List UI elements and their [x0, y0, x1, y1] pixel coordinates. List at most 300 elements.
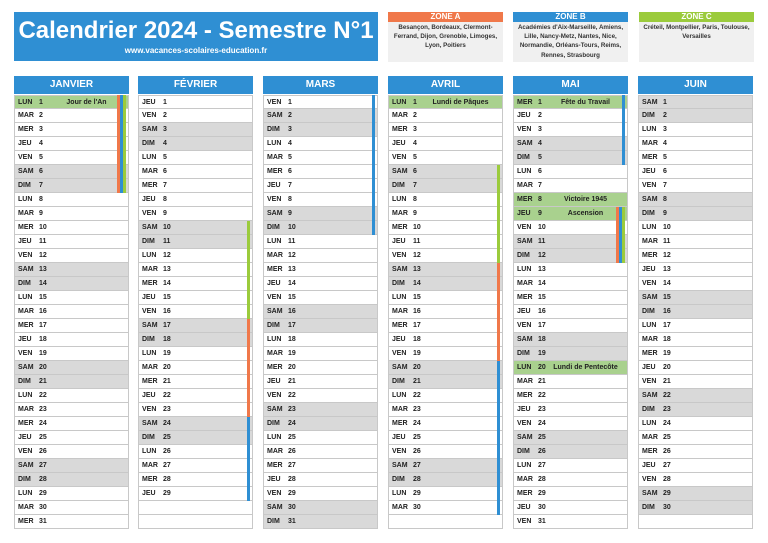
day-row: [138, 403, 253, 417]
weekday-label: MAR: [142, 266, 158, 273]
month-column: [638, 76, 753, 529]
weekday-label: SAM: [18, 364, 34, 371]
weekday-label: SAM: [267, 406, 283, 413]
empty-day-row: [138, 515, 253, 529]
day-list: [138, 95, 253, 529]
day-row: [263, 347, 378, 361]
day-number: 17: [163, 322, 171, 329]
day-row: [513, 431, 628, 445]
day-number: 29: [39, 490, 47, 497]
day-number: 27: [39, 462, 47, 469]
day-number: 28: [663, 476, 671, 483]
weekday-label: MAR: [267, 350, 283, 357]
day-number: 7: [288, 182, 292, 189]
weekday-label: LUN: [18, 294, 33, 301]
weekday-label: LUN: [392, 196, 407, 203]
day-number: 10: [538, 224, 546, 231]
day-row: [388, 165, 503, 179]
weekday-label: MAR: [18, 504, 34, 511]
weekday-label: DIM: [18, 476, 31, 483]
weekday-label: SAM: [142, 420, 158, 427]
day-row: [138, 459, 253, 473]
day-number: 22: [663, 392, 671, 399]
day-number: 8: [538, 196, 542, 203]
day-row: [138, 473, 253, 487]
day-row: [138, 249, 253, 263]
weekday-label: DIM: [267, 224, 280, 231]
day-row: [14, 277, 129, 291]
weekday-label: JEU: [267, 280, 281, 287]
weekday-label: LUN: [267, 336, 282, 343]
day-row: [14, 487, 129, 501]
day-row: [513, 473, 628, 487]
weekday-label: DIM: [142, 140, 155, 147]
weekday-label: VEN: [142, 406, 157, 413]
school-holiday-bar-zone-b: [622, 95, 625, 165]
day-row: [513, 305, 628, 319]
day-row: [388, 319, 503, 333]
weekday-label: LUN: [392, 392, 407, 399]
weekday-label: DIM: [18, 378, 31, 385]
day-row: [513, 459, 628, 473]
weekday-label: VEN: [267, 294, 282, 301]
day-number: 18: [538, 336, 546, 343]
day-row: [388, 179, 503, 193]
day-row: [388, 193, 503, 207]
day-row: [14, 417, 129, 431]
day-row: [138, 263, 253, 277]
day-row: [14, 193, 129, 207]
day-number: 4: [413, 140, 417, 147]
weekday-label: VEN: [142, 112, 157, 119]
day-row: [263, 515, 378, 529]
day-row: [138, 151, 253, 165]
day-row: [138, 291, 253, 305]
day-row: [138, 95, 253, 109]
day-row: [138, 235, 253, 249]
month-column: [14, 76, 129, 529]
weekday-label: JEU: [517, 308, 531, 315]
empty-day-row: [388, 515, 503, 529]
day-row: [638, 95, 753, 109]
day-row: [14, 235, 129, 249]
day-number: 3: [538, 126, 542, 133]
day-number: 10: [288, 224, 296, 231]
day-number: 13: [163, 266, 171, 273]
day-number: 29: [288, 490, 296, 497]
weekday-label: DIM: [642, 210, 655, 217]
weekday-label: DIM: [392, 182, 405, 189]
day-row: [263, 263, 378, 277]
day-row: [14, 501, 129, 515]
day-row: [14, 179, 129, 193]
day-row: [14, 263, 129, 277]
weekday-label: LUN: [18, 196, 33, 203]
day-row: [638, 207, 753, 221]
day-number: 24: [413, 420, 421, 427]
day-number: 26: [413, 448, 421, 455]
weekday-label: LUN: [142, 252, 157, 259]
day-number: 16: [413, 308, 421, 315]
weekday-label: VEN: [18, 154, 33, 161]
day-row: [388, 473, 503, 487]
day-number: 20: [663, 364, 671, 371]
day-row: [513, 375, 628, 389]
site-url: www.vacances-scolaires-education.fr: [124, 46, 268, 55]
weekday-label: MER: [267, 364, 283, 371]
day-row: [138, 445, 253, 459]
day-row: [388, 389, 503, 403]
zone-c-legend: [639, 12, 754, 62]
day-number: 13: [288, 266, 296, 273]
weekday-label: JEU: [142, 99, 156, 106]
day-row: [513, 221, 628, 235]
weekday-label: JEU: [18, 140, 32, 147]
weekday-label: DIM: [18, 280, 31, 287]
weekday-label: MAR: [392, 210, 408, 217]
weekday-label: JEU: [18, 434, 32, 441]
day-number: 9: [288, 210, 292, 217]
weekday-label: LUN: [642, 126, 657, 133]
weekday-label: MAR: [392, 112, 408, 119]
day-row: [263, 375, 378, 389]
weekday-label: SAM: [142, 126, 158, 133]
weekday-label: MER: [642, 350, 658, 357]
weekday-label: VEN: [267, 196, 282, 203]
day-number: 23: [413, 406, 421, 413]
weekday-label: JEU: [392, 140, 406, 147]
day-number: 3: [413, 126, 417, 133]
weekday-label: LUN: [392, 99, 407, 106]
weekday-label: MER: [392, 322, 408, 329]
day-number: 25: [538, 434, 546, 441]
day-number: 13: [663, 266, 671, 273]
day-number: 12: [163, 252, 171, 259]
day-row: [14, 473, 129, 487]
day-list: [14, 95, 129, 529]
day-row: [513, 417, 628, 431]
day-number: 13: [413, 266, 421, 273]
day-row: [388, 151, 503, 165]
day-number: 25: [288, 434, 296, 441]
holiday-label: Jour de l'An: [66, 99, 107, 106]
weekday-label: DIM: [517, 448, 530, 455]
day-row: [14, 515, 129, 529]
day-number: 1: [163, 99, 167, 106]
weekday-label: SAM: [392, 462, 408, 469]
day-row: [638, 389, 753, 403]
weekday-label: LUN: [517, 168, 532, 175]
day-number: 21: [413, 378, 421, 385]
day-row: [388, 375, 503, 389]
day-number: 7: [39, 182, 43, 189]
weekday-label: VEN: [517, 126, 532, 133]
weekday-label: SAM: [642, 294, 658, 301]
weekday-label: LUN: [142, 350, 157, 357]
day-row: [14, 123, 129, 137]
day-row: [14, 249, 129, 263]
weekday-label: MAR: [517, 476, 533, 483]
day-number: 6: [288, 168, 292, 175]
day-number: 13: [39, 266, 47, 273]
day-number: 11: [538, 238, 546, 245]
weekday-label: JEU: [392, 238, 406, 245]
day-row: [638, 347, 753, 361]
weekday-label: JEU: [267, 378, 281, 385]
day-row: [638, 403, 753, 417]
weekday-label: DIM: [267, 126, 280, 133]
day-row: [263, 417, 378, 431]
zone-a-legend: [388, 12, 503, 62]
weekday-label: VEN: [392, 448, 407, 455]
day-number: 10: [413, 224, 421, 231]
day-number: 20: [538, 364, 546, 371]
day-row: [388, 95, 503, 109]
day-row: [638, 431, 753, 445]
weekday-label: MAR: [642, 140, 658, 147]
day-number: 3: [288, 126, 292, 133]
day-row: [14, 151, 129, 165]
day-number: 10: [163, 224, 171, 231]
day-number: 22: [413, 392, 421, 399]
day-row: [263, 137, 378, 151]
day-number: 10: [663, 224, 671, 231]
weekday-label: JEU: [267, 182, 281, 189]
day-row: [263, 221, 378, 235]
weekday-label: MER: [18, 224, 34, 231]
day-row: [513, 207, 628, 221]
day-number: 16: [39, 308, 47, 315]
weekday-label: VEN: [642, 476, 657, 483]
day-row: [263, 123, 378, 137]
weekday-label: JEU: [18, 238, 32, 245]
weekday-label: DIM: [267, 322, 280, 329]
day-number: 21: [39, 378, 47, 385]
day-number: 28: [538, 476, 546, 483]
weekday-label: VEN: [18, 252, 33, 259]
day-number: 30: [39, 504, 47, 511]
day-number: 8: [413, 196, 417, 203]
holiday-label: Lundi de Pâques: [432, 99, 489, 106]
weekday-label: MAR: [18, 308, 34, 315]
holiday-label: Victoire 1945: [563, 196, 608, 203]
day-row: [638, 305, 753, 319]
day-row: [263, 361, 378, 375]
school-holiday-bar-zone-b: [497, 361, 500, 515]
weekday-label: MAR: [142, 462, 158, 469]
day-row: [388, 123, 503, 137]
day-row: [138, 431, 253, 445]
weekday-label: DIM: [642, 308, 655, 315]
weekday-label: LUN: [267, 434, 282, 441]
weekday-label: MER: [392, 224, 408, 231]
day-number: 12: [663, 252, 671, 259]
day-row: [388, 361, 503, 375]
weekday-label: MAR: [642, 336, 658, 343]
day-number: 29: [413, 490, 421, 497]
day-row: [513, 165, 628, 179]
day-number: 21: [288, 378, 296, 385]
day-number: 1: [288, 99, 292, 106]
day-row: [263, 109, 378, 123]
day-number: 4: [538, 140, 542, 147]
day-number: 20: [413, 364, 421, 371]
weekday-label: DIM: [392, 476, 405, 483]
day-number: 23: [538, 406, 546, 413]
day-row: [638, 123, 753, 137]
day-number: 17: [413, 322, 421, 329]
weekday-label: MER: [392, 420, 408, 427]
day-row: [638, 151, 753, 165]
day-row: [138, 179, 253, 193]
day-number: 14: [288, 280, 296, 287]
day-number: 14: [538, 280, 546, 287]
weekday-label: MAR: [642, 434, 658, 441]
day-number: 19: [663, 350, 671, 357]
weekday-label: SAM: [517, 434, 533, 441]
day-row: [14, 375, 129, 389]
day-row: [388, 403, 503, 417]
day-row: [388, 291, 503, 305]
day-number: 5: [288, 154, 292, 161]
day-number: 12: [39, 252, 47, 259]
weekday-label: SAM: [267, 210, 283, 217]
day-number: 31: [39, 518, 47, 525]
day-row: [638, 263, 753, 277]
day-number: 19: [413, 350, 421, 357]
month-header: FÉVRIER: [138, 76, 253, 94]
day-row: [263, 165, 378, 179]
day-number: 4: [39, 140, 43, 147]
day-number: 17: [288, 322, 296, 329]
weekday-label: SAM: [517, 336, 533, 343]
day-number: 27: [288, 462, 296, 469]
day-row: [138, 207, 253, 221]
day-number: 17: [39, 322, 47, 329]
day-number: 5: [163, 154, 167, 161]
day-number: 4: [288, 140, 292, 147]
day-number: 17: [663, 322, 671, 329]
day-row: [638, 473, 753, 487]
month-column: [263, 76, 378, 529]
day-number: 4: [663, 140, 667, 147]
day-row: [513, 109, 628, 123]
day-number: 14: [163, 280, 171, 287]
month-header: MARS: [263, 76, 378, 94]
day-row: [14, 333, 129, 347]
day-number: 16: [288, 308, 296, 315]
day-row: [138, 487, 253, 501]
weekday-label: MER: [267, 168, 283, 175]
weekday-label: LUN: [267, 140, 282, 147]
day-row: [138, 361, 253, 375]
day-row: [513, 179, 628, 193]
day-row: [263, 249, 378, 263]
day-row: [388, 431, 503, 445]
zone-a-academies: Besançon, Bordeaux, Clermont-Ferrand, Dijon, Grenoble, Limoges, Lyon, Poitiers: [388, 22, 503, 62]
day-row: [388, 417, 503, 431]
day-row: [513, 403, 628, 417]
day-number: 6: [538, 168, 542, 175]
weekday-label: VEN: [642, 378, 657, 385]
weekday-label: VEN: [392, 252, 407, 259]
day-row: [513, 151, 628, 165]
day-row: [138, 347, 253, 361]
day-row: [263, 431, 378, 445]
weekday-label: MAR: [517, 280, 533, 287]
day-number: 19: [39, 350, 47, 357]
weekday-label: LUN: [517, 462, 532, 469]
day-number: 14: [413, 280, 421, 287]
weekday-label: SAM: [392, 266, 408, 273]
day-row: [263, 151, 378, 165]
day-row: [388, 249, 503, 263]
day-row: [138, 193, 253, 207]
weekday-label: MER: [642, 154, 658, 161]
zone-b-academies: Académies d'Aix-Marseille, Amiens, Lille, Nancy-Metz, Nantes, Nice, Normandie, Orléans-Tours, Reims, Rennes, Strasbourg: [513, 22, 628, 62]
day-row: [513, 361, 628, 375]
day-number: 31: [288, 518, 296, 525]
day-row: [638, 333, 753, 347]
weekday-label: MAR: [642, 238, 658, 245]
day-list: [638, 95, 753, 529]
day-list: [513, 95, 628, 529]
empty-day-row: [138, 501, 253, 515]
day-row: [138, 277, 253, 291]
day-row: [513, 389, 628, 403]
day-row: [138, 375, 253, 389]
weekday-label: SAM: [18, 266, 34, 273]
weekday-label: DIM: [517, 350, 530, 357]
zone-a-label: ZONE A: [388, 12, 503, 22]
weekday-label: VEN: [267, 490, 282, 497]
day-row: [138, 123, 253, 137]
day-number: 17: [538, 322, 546, 329]
weekday-label: DIM: [267, 518, 280, 525]
day-row: [14, 221, 129, 235]
day-number: 18: [163, 336, 171, 343]
day-row: [638, 179, 753, 193]
day-number: 15: [538, 294, 546, 301]
day-number: 24: [663, 420, 671, 427]
weekday-label: VEN: [142, 210, 157, 217]
day-number: 5: [538, 154, 542, 161]
weekday-label: SAM: [517, 140, 533, 147]
school-holiday-bar-zone-c: [622, 207, 625, 263]
day-number: 11: [39, 238, 47, 245]
day-row: [263, 95, 378, 109]
day-number: 16: [538, 308, 546, 315]
day-row: [638, 165, 753, 179]
day-number: 4: [163, 140, 167, 147]
day-row: [638, 417, 753, 431]
weekday-label: JEU: [392, 336, 406, 343]
day-row: [513, 487, 628, 501]
day-number: 6: [413, 168, 417, 175]
weekday-label: JEU: [642, 364, 656, 371]
day-number: 21: [538, 378, 546, 385]
day-row: [14, 445, 129, 459]
weekday-label: MER: [267, 266, 283, 273]
day-row: [388, 459, 503, 473]
day-number: 12: [288, 252, 296, 259]
day-number: 1: [413, 99, 417, 106]
day-row: [513, 137, 628, 151]
day-row: [638, 375, 753, 389]
day-row: [388, 501, 503, 515]
weekday-label: LUN: [392, 490, 407, 497]
day-row: [513, 501, 628, 515]
